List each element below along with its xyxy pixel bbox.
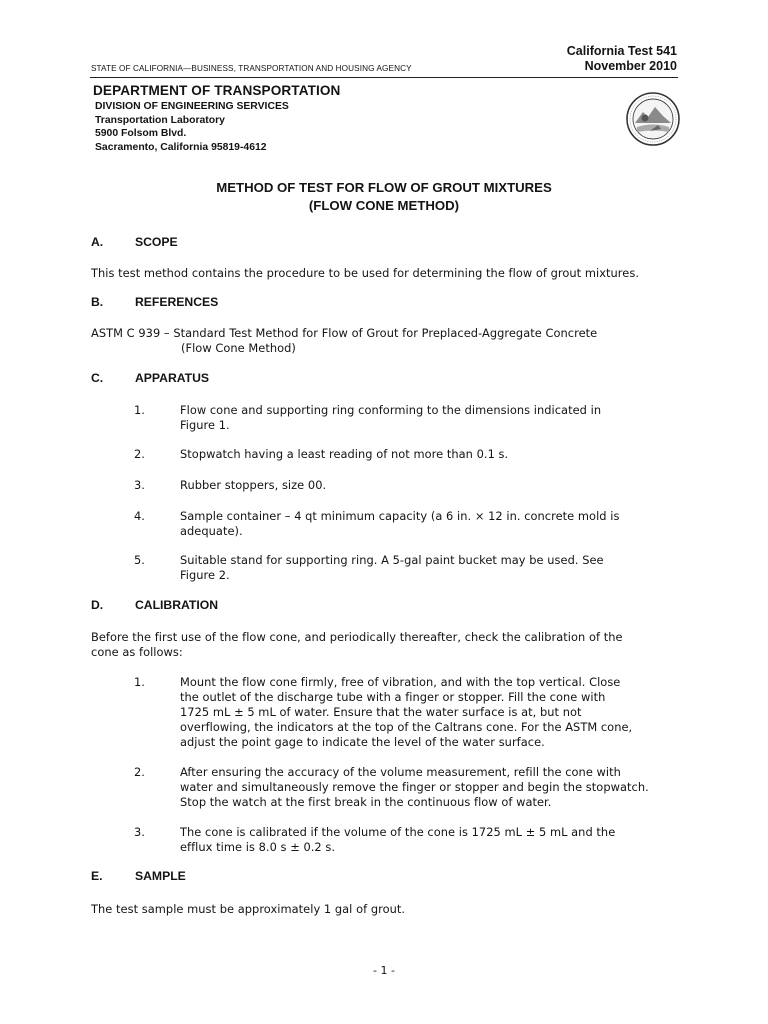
- item-line: water and simultaneously remove the finger or stopper and begin the stopwatch.: [180, 780, 649, 794]
- section-title: REFERENCES: [135, 295, 219, 309]
- item-line: adequate).: [180, 524, 243, 538]
- item-number: 1.: [134, 675, 145, 689]
- title-line-2: (FLOW CONE METHOD): [308, 197, 460, 213]
- section-heading-sample: [91, 869, 186, 884]
- state-seal-icon: [625, 82, 681, 156]
- agency-line: STATE OF CALIFORNIA—BUSINESS, TRANSPORTATION AND HOUSING AGENCY: [91, 64, 412, 73]
- intro-line: cone as follows:: [91, 645, 183, 659]
- item-line: Mount the flow cone firmly, free of vibration, and with the top vertical. Close: [180, 675, 621, 689]
- reference-line-1: ASTM C 939 – Standard Test Method for Flow of Grout for Preplaced-Aggregate Concrete: [91, 326, 598, 340]
- item-line: Figure 2.: [180, 568, 230, 582]
- item-line: Flow cone and supporting ring conforming to the dimensions indicated in: [180, 403, 602, 417]
- item-line: Rubber stoppers, size 00.: [180, 478, 327, 492]
- item-line: 1725 mL ± 5 mL of water. Ensure that the water surface is at, but not: [180, 705, 582, 719]
- section-heading-apparatus: [91, 371, 209, 386]
- header-rule: [90, 77, 678, 78]
- item-text: [180, 478, 690, 493]
- item-line: Stop the watch at the first break in the continuous flow of water.: [180, 795, 552, 809]
- street-address: 5900 Folsom Blvd.: [95, 128, 187, 140]
- item-number: 3.: [134, 478, 145, 492]
- header-test-info: [567, 44, 677, 74]
- section-letter: C.: [91, 371, 104, 385]
- item-number: 3.: [134, 825, 145, 839]
- item-number: 1.: [134, 403, 145, 417]
- section-title: SAMPLE: [135, 869, 186, 883]
- section-heading-scope: [91, 235, 178, 250]
- address-block: [95, 100, 289, 154]
- section-heading-calibration: [91, 598, 218, 613]
- title-line-1: METHOD OF TEST FOR FLOW OF GROUT MIXTURES: [216, 180, 552, 195]
- item-number: 4.: [134, 509, 145, 523]
- scope-text: This test method contains the procedure to be used for determining the flow of grout mixtures.: [91, 266, 639, 280]
- document-title: [0, 179, 768, 214]
- section-title: APPARATUS: [135, 371, 210, 385]
- sample-text: The test sample must be approximately 1 gal of grout.: [91, 902, 406, 916]
- reference-line-2: (Flow Cone Method): [181, 341, 296, 355]
- test-date: November 2010: [584, 59, 677, 73]
- item-line: Figure 1.: [180, 418, 230, 432]
- item-number: 2.: [134, 765, 145, 779]
- section-letter: E.: [91, 869, 103, 883]
- test-number: California Test 541: [566, 44, 677, 58]
- item-text: [180, 675, 690, 750]
- item-text: [180, 765, 690, 810]
- item-line: Stopwatch having a least reading of not more than 0.1 s.: [180, 447, 509, 461]
- item-text: [180, 447, 690, 462]
- item-line: adjust the point gage to indicate the level of the water surface.: [180, 735, 545, 749]
- page-number: - 1 -: [373, 964, 395, 977]
- section-title: CALIBRATION: [135, 598, 219, 612]
- lab-name: Transportation Laboratory: [95, 114, 225, 126]
- item-line: Sample container – 4 qt minimum capacity (a 6 in. × 12 in. concrete mold is: [180, 509, 620, 523]
- item-text: [180, 403, 690, 433]
- calibration-intro: [91, 630, 691, 660]
- item-line: After ensuring the accuracy of the volume measurement, refill the cone with: [180, 765, 621, 779]
- item-line: The cone is calibrated if the volume of the cone is 1725 mL ± 5 mL and the: [180, 825, 616, 839]
- section-title: SCOPE: [135, 235, 178, 249]
- city-address: Sacramento, California 95819-4612: [95, 141, 267, 153]
- item-text: [180, 509, 690, 539]
- intro-line: Before the first use of the flow cone, and periodically thereafter, check the calibration of the: [91, 630, 623, 644]
- division-name: DIVISION OF ENGINEERING SERVICES: [95, 101, 289, 112]
- department-name: DEPARTMENT OF TRANSPORTATION: [93, 83, 341, 98]
- section-letter: D.: [91, 598, 104, 612]
- item-number: 5.: [134, 553, 145, 567]
- item-number: 2.: [134, 447, 145, 461]
- item-line: Suitable stand for supporting ring. A 5-gal paint bucket may be used. See: [180, 553, 604, 567]
- item-line: the outlet of the discharge tube with a finger or stopper. Fill the cone with: [180, 690, 606, 704]
- item-line: overflowing, the indicators at the top of the Caltrans cone. For the ASTM cone,: [180, 720, 633, 734]
- section-letter: B.: [91, 295, 104, 309]
- item-line: efflux time is 8.0 s ± 0.2 s.: [180, 840, 336, 854]
- item-text: [180, 825, 690, 855]
- section-letter: A.: [91, 235, 104, 249]
- item-text: [180, 553, 690, 583]
- section-heading-references: [91, 295, 218, 310]
